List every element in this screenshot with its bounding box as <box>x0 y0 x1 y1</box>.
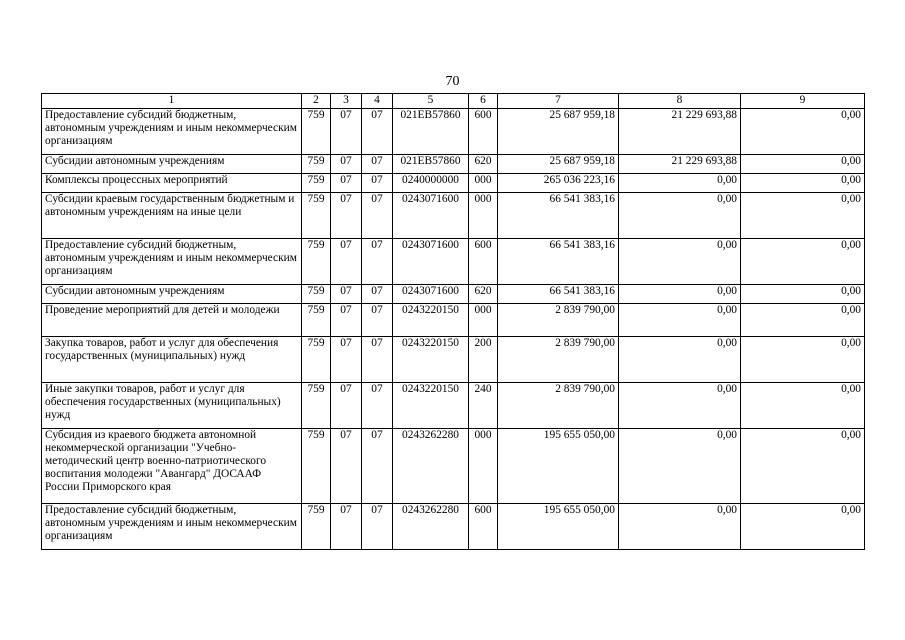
cell-amount-col7: 195 655 050,00 <box>498 429 619 504</box>
header-row <box>42 94 865 109</box>
budget-table <box>41 93 865 550</box>
cell-amount-col9: 0,00 <box>741 429 865 504</box>
cell-target-article: 0243262280 <box>393 504 469 550</box>
column-header: 2 <box>302 94 331 109</box>
cell-amount-col7: 265 036 223,16 <box>498 174 619 193</box>
table-row <box>42 193 865 239</box>
cell-target-article: 0243220150 <box>393 383 469 429</box>
cell-name: Комплексы процессных мероприятий <box>42 174 302 193</box>
cell-subsection: 07 <box>362 109 393 155</box>
cell-expense-type: 000 <box>469 193 498 239</box>
cell-amount-col7: 66 541 383,16 <box>498 285 619 304</box>
cell-admin-code: 759 <box>302 383 331 429</box>
cell-amount-col9: 0,00 <box>741 174 865 193</box>
table-row <box>42 174 865 193</box>
cell-amount-col7: 2 839 790,00 <box>498 383 619 429</box>
cell-expense-type: 000 <box>469 304 498 337</box>
cell-amount-col8: 0,00 <box>619 429 741 504</box>
cell-target-article: 0240000000 <box>393 174 469 193</box>
table-row <box>42 155 865 174</box>
cell-section: 07 <box>331 239 362 285</box>
cell-amount-col8: 0,00 <box>619 383 741 429</box>
cell-section: 07 <box>331 304 362 337</box>
cell-target-article: 0243220150 <box>393 304 469 337</box>
table-row <box>42 337 865 383</box>
cell-subsection: 07 <box>362 504 393 550</box>
cell-amount-col7: 2 839 790,00 <box>498 337 619 383</box>
cell-amount-col8: 0,00 <box>619 285 741 304</box>
cell-expense-type: 200 <box>469 337 498 383</box>
cell-target-article: 0243262280 <box>393 429 469 504</box>
column-header: 9 <box>741 94 865 109</box>
cell-admin-code: 759 <box>302 504 331 550</box>
table-row <box>42 383 865 429</box>
cell-target-article: 021EB57860 <box>393 155 469 174</box>
cell-section: 07 <box>331 429 362 504</box>
cell-name: Закупка товаров, работ и услуг для обеспечения государственных (муниципальных) нужд <box>42 337 302 383</box>
cell-admin-code: 759 <box>302 174 331 193</box>
cell-section: 07 <box>331 155 362 174</box>
table-row <box>42 239 865 285</box>
cell-amount-col8: 0,00 <box>619 193 741 239</box>
cell-expense-type: 000 <box>469 174 498 193</box>
column-header: 4 <box>362 94 393 109</box>
cell-section: 07 <box>331 383 362 429</box>
cell-admin-code: 759 <box>302 285 331 304</box>
cell-section: 07 <box>331 193 362 239</box>
cell-subsection: 07 <box>362 304 393 337</box>
cell-name: Иные закупки товаров, работ и услуг для обеспечения государственных (муниципальных) нужд <box>42 383 302 429</box>
table-body <box>42 109 865 550</box>
cell-section: 07 <box>331 285 362 304</box>
cell-section: 07 <box>331 337 362 383</box>
column-header: 3 <box>331 94 362 109</box>
cell-expense-type: 000 <box>469 429 498 504</box>
cell-subsection: 07 <box>362 429 393 504</box>
cell-amount-col7: 25 687 959,18 <box>498 109 619 155</box>
cell-name: Предоставление субсидий бюджетным, автономным учреждениям и иным некоммерческим организациям <box>42 239 302 285</box>
cell-amount-col8: 0,00 <box>619 337 741 383</box>
column-header: 8 <box>619 94 741 109</box>
table-row <box>42 109 865 155</box>
cell-target-article: 0243071600 <box>393 285 469 304</box>
cell-amount-col9: 0,00 <box>741 155 865 174</box>
cell-amount-col9: 0,00 <box>741 337 865 383</box>
table-row <box>42 285 865 304</box>
cell-amount-col9: 0,00 <box>741 109 865 155</box>
cell-amount-col7: 66 541 383,16 <box>498 239 619 285</box>
cell-expense-type: 620 <box>469 155 498 174</box>
cell-amount-col7: 66 541 383,16 <box>498 193 619 239</box>
cell-subsection: 07 <box>362 383 393 429</box>
cell-admin-code: 759 <box>302 304 331 337</box>
table-row <box>42 304 865 337</box>
cell-amount-col9: 0,00 <box>741 193 865 239</box>
cell-section: 07 <box>331 109 362 155</box>
table-row <box>42 504 865 550</box>
cell-amount-col9: 0,00 <box>741 285 865 304</box>
cell-name: Субсидии автономным учреждениям <box>42 155 302 174</box>
column-header: 5 <box>393 94 469 109</box>
cell-expense-type: 600 <box>469 504 498 550</box>
cell-admin-code: 759 <box>302 155 331 174</box>
cell-amount-col9: 0,00 <box>741 239 865 285</box>
cell-name: Предоставление субсидий бюджетным, автономным учреждениям и иным некоммерческим организациям <box>42 504 302 550</box>
cell-expense-type: 600 <box>469 239 498 285</box>
cell-name: Субсидия из краевого бюджета автономной некоммерческой организации "Учебно-методический центр военно-патриотического воспитания молодежи "Авангард" ДОСААФ России Приморского края <box>42 429 302 504</box>
cell-amount-col9: 0,00 <box>741 504 865 550</box>
cell-admin-code: 759 <box>302 109 331 155</box>
cell-section: 07 <box>331 174 362 193</box>
column-header: 7 <box>498 94 619 109</box>
cell-admin-code: 759 <box>302 429 331 504</box>
cell-amount-col7: 25 687 959,18 <box>498 155 619 174</box>
cell-target-article: 0243220150 <box>393 337 469 383</box>
cell-name: Предоставление субсидий бюджетным, автономным учреждениям и иным некоммерческим организациям <box>42 109 302 155</box>
cell-amount-col8: 0,00 <box>619 174 741 193</box>
cell-name: Проведение мероприятий для детей и молодежи <box>42 304 302 337</box>
cell-expense-type: 240 <box>469 383 498 429</box>
cell-subsection: 07 <box>362 239 393 285</box>
cell-subsection: 07 <box>362 193 393 239</box>
cell-amount-col9: 0,00 <box>741 304 865 337</box>
cell-amount-col9: 0,00 <box>741 383 865 429</box>
column-header: 1 <box>42 94 302 109</box>
cell-admin-code: 759 <box>302 337 331 383</box>
column-header: 6 <box>469 94 498 109</box>
cell-section: 07 <box>331 504 362 550</box>
cell-amount-col7: 195 655 050,00 <box>498 504 619 550</box>
cell-expense-type: 600 <box>469 109 498 155</box>
table-row <box>42 429 865 504</box>
cell-subsection: 07 <box>362 174 393 193</box>
cell-amount-col8: 0,00 <box>619 239 741 285</box>
cell-expense-type: 620 <box>469 285 498 304</box>
cell-target-article: 0243071600 <box>393 193 469 239</box>
cell-amount-col8: 21 229 693,88 <box>619 155 741 174</box>
cell-amount-col8: 21 229 693,88 <box>619 109 741 155</box>
cell-admin-code: 759 <box>302 239 331 285</box>
cell-subsection: 07 <box>362 285 393 304</box>
cell-target-article: 0243071600 <box>393 239 469 285</box>
cell-subsection: 07 <box>362 155 393 174</box>
cell-admin-code: 759 <box>302 193 331 239</box>
cell-amount-col8: 0,00 <box>619 504 741 550</box>
page-number: 70 <box>445 74 460 89</box>
cell-amount-col8: 0,00 <box>619 304 741 337</box>
cell-subsection: 07 <box>362 337 393 383</box>
cell-amount-col7: 2 839 790,00 <box>498 304 619 337</box>
cell-target-article: 021EB57860 <box>393 109 469 155</box>
cell-name: Субсидии краевым государственным бюджетным и автономным учреждениям на иные цели <box>42 193 302 239</box>
cell-name: Субсидии автономным учреждениям <box>42 285 302 304</box>
